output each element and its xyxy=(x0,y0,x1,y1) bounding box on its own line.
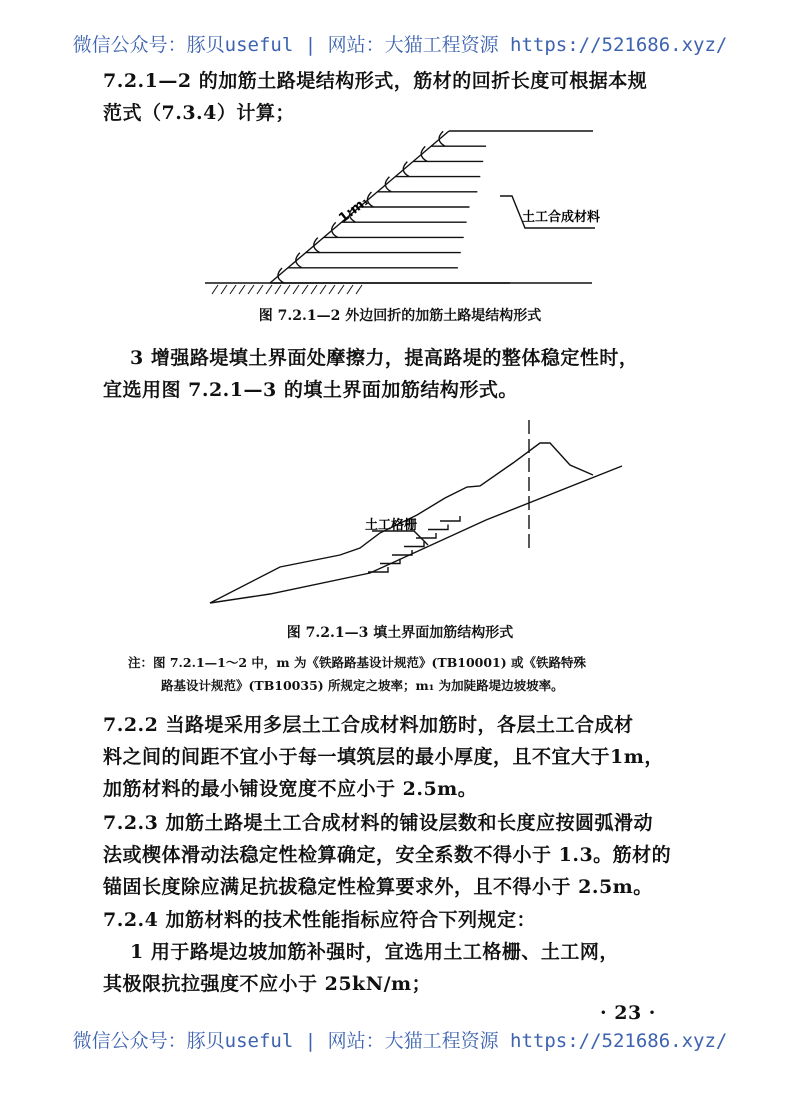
paragraph-line: 法或楔体滑动法稳定性检算确定，安全系数不得小于 1.3。筋材的 xyxy=(103,844,672,866)
ground-hatch xyxy=(212,285,218,294)
ground-hatch xyxy=(338,285,344,294)
paragraph-line: 料之间的间距不宜小于每一填筑层的最小厚度，且不宜大于1m， xyxy=(103,746,664,768)
paragraph-line: 加筋材料的最小铺设宽度不应小于 2.5m。 xyxy=(103,778,478,800)
geogrid-step xyxy=(404,542,424,547)
paragraph-line: 其极限抗拉强度不应小于 25kN/m； xyxy=(103,973,432,995)
ground-hatch xyxy=(293,285,299,294)
ground-hatch xyxy=(329,285,335,294)
geogrid-step xyxy=(440,516,460,521)
paragraph-line: 3 增强路堤填土界面处摩擦力，提高路堤的整体稳定性时， xyxy=(130,347,639,369)
ground-hatch xyxy=(221,285,227,294)
paragraph-line: 7.2.3 加筋土路堤土工合成材料的铺设层数和长度应按圆弧滑动 xyxy=(103,812,654,834)
paragraph-line: 1 用于路堤边坡加筋补强时，宜选用土工格栅、土工网， xyxy=(130,941,619,963)
ground-hatch xyxy=(311,285,317,294)
paragraph-line: 锚固长度除应满足抗拔稳定性检算要求外，且不得小于 2.5m。 xyxy=(103,876,653,898)
ground-hatch xyxy=(257,285,263,294)
note-line: 注：图 7.2.1—1～2 中，m 为《铁路路基设计规范》(TB10001) 或《铁路特殊 xyxy=(128,655,587,670)
paragraph-line: 7.2.1—2 的加筋土路堤结构形式，筋材的回折长度可根据本规 xyxy=(103,70,648,92)
watermark-header: 微信公众号：豚贝useful | 网站：大猫工程资源 https://521686.xyz/ xyxy=(72,34,728,56)
ground-hatch xyxy=(239,285,245,294)
ground-hatch xyxy=(275,285,281,294)
paragraph-line: 宜选用图 7.2.1—3 的填土界面加筋结构形式。 xyxy=(103,379,518,401)
figure2-caption: 图 7.2.1—3 填土界面加筋结构形式 xyxy=(286,625,514,641)
paragraph-line: 范式（7.3.4）计算； xyxy=(103,102,295,124)
ground-hatch xyxy=(347,285,353,294)
page-number: · 23 · xyxy=(600,1002,656,1024)
slope-label: 1:m₁ xyxy=(336,193,372,227)
ground-interface xyxy=(210,466,622,603)
note-line: 路基设计规范》(TB10035) 所规定之坡率；m₁ 为加陡路堤边坡坡率。 xyxy=(161,678,564,693)
paragraph-line: 7.2.2 当路堤采用多层土工合成材料加筋时，各层土工合成材 xyxy=(103,714,634,736)
ground-hatch xyxy=(248,285,254,294)
geogrid-step xyxy=(428,525,448,530)
figure-interface-reinforcement xyxy=(210,420,622,603)
ground-hatch xyxy=(284,285,290,294)
ground-hatch xyxy=(266,285,272,294)
ground-hatch xyxy=(320,285,326,294)
ground-hatch xyxy=(356,285,362,294)
watermark-footer: 微信公众号：豚贝useful | 网站：大猫工程资源 https://521686.xyz/ xyxy=(72,1030,728,1052)
ground-hatch xyxy=(302,285,308,294)
ground-hatch xyxy=(230,285,236,294)
paragraph-line: 7.2.4 加筋材料的技术性能指标应符合下列规定： xyxy=(103,909,537,931)
figure1-caption: 图 7.2.1—2 外边回折的加筋土路堤结构形式 xyxy=(258,308,542,324)
geogrid-step xyxy=(392,550,412,555)
geogrid-label: 土工格栅 xyxy=(365,518,418,533)
material-label: 土工合成材料 xyxy=(522,210,601,225)
